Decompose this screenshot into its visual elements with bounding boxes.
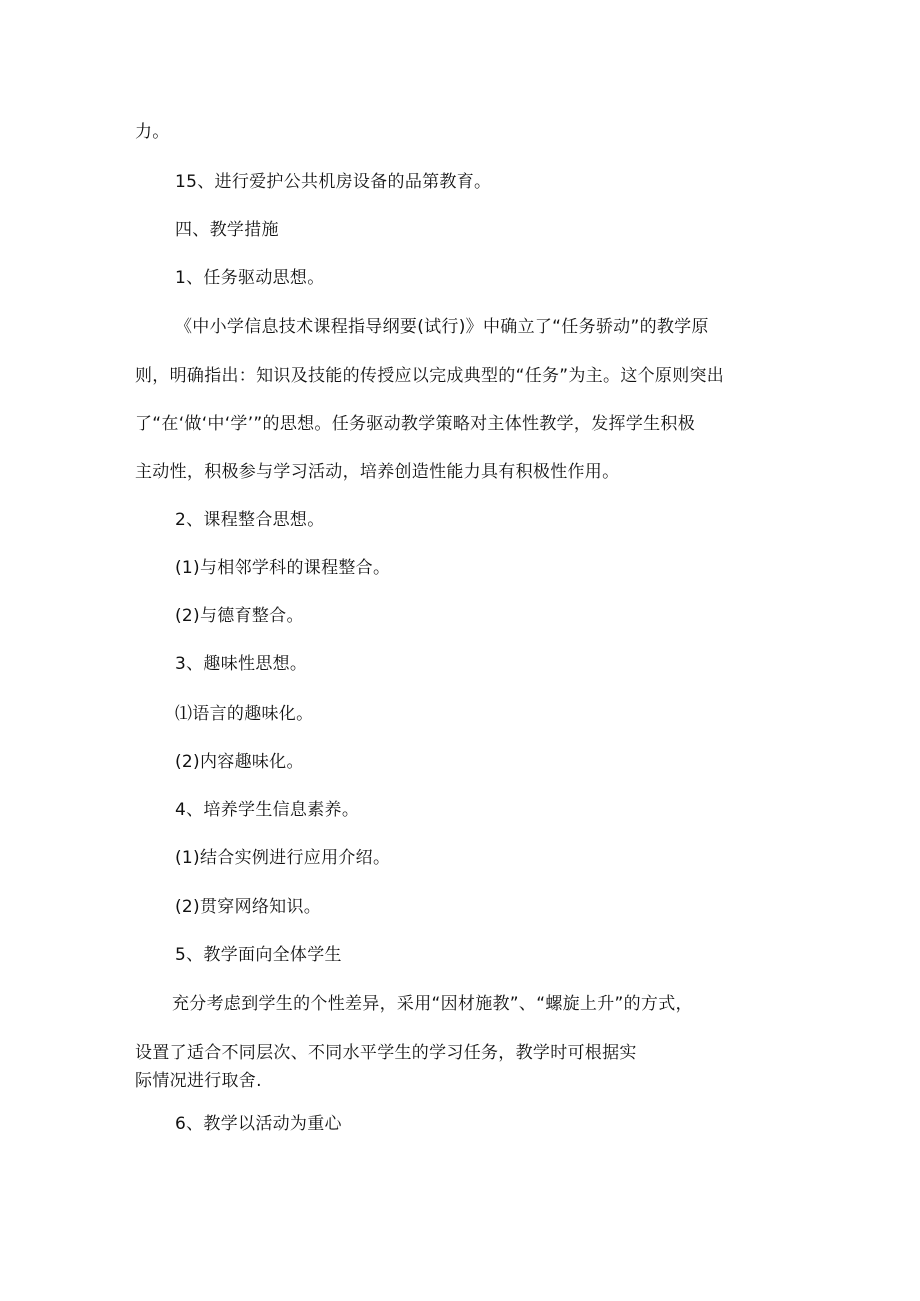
- paragraph-line: 主动性，积极参与学习活动，培养创造性能力具有积极性作用。: [135, 462, 620, 482]
- subheading: 3、趣味性思想。: [175, 654, 308, 674]
- subheading: 2、课程整合思想。: [175, 510, 325, 530]
- subheading: 6、教学以活动为重心: [175, 1114, 342, 1134]
- subheading: 4、培养学生信息素养。: [175, 800, 360, 820]
- list-item: ⑴语言的趣味化。: [175, 704, 314, 724]
- text-line: 15、进行爱护公共机房设备的品第教育。: [175, 172, 492, 192]
- list-item: (1)与相邻学科的课程整合。: [175, 558, 391, 578]
- list-item: (2)贯穿网络知识。: [175, 897, 322, 917]
- paragraph-line: 际情况进行取舍.: [135, 1071, 262, 1091]
- list-item: (2)内容趣味化。: [175, 752, 304, 772]
- paragraph-line: 则，明确指出：知识及技能的传授应以完成典型的“任务”为主。这个原则突出: [135, 366, 725, 386]
- subheading: 5、教学面向全体学生: [175, 945, 342, 965]
- list-item: (1)结合实例进行应用介绍。: [175, 848, 391, 868]
- section-heading: 四、教学措施: [175, 220, 279, 240]
- paragraph-line: 设置了适合不同层次、不同水平学生的学习任务，教学时可根据实: [135, 1043, 637, 1063]
- paragraph-line: 了“在‘做‘中‘学’”的思想。任务驱动教学策略对主体性教学，发挥学生积极: [135, 414, 696, 434]
- paragraph-line: 《中小学信息技术课程指导纲要(试行)》中确立了“任务骄动”的教学原: [175, 317, 709, 337]
- paragraph-line: 充分考虑到学生的个性差异，采用“因材施教”、“螺旋上升”的方式，: [172, 994, 693, 1014]
- text-line: 力。: [135, 122, 170, 142]
- subheading: 1、任务驱动思想。: [175, 268, 325, 288]
- list-item: (2)与德育整合。: [175, 606, 304, 626]
